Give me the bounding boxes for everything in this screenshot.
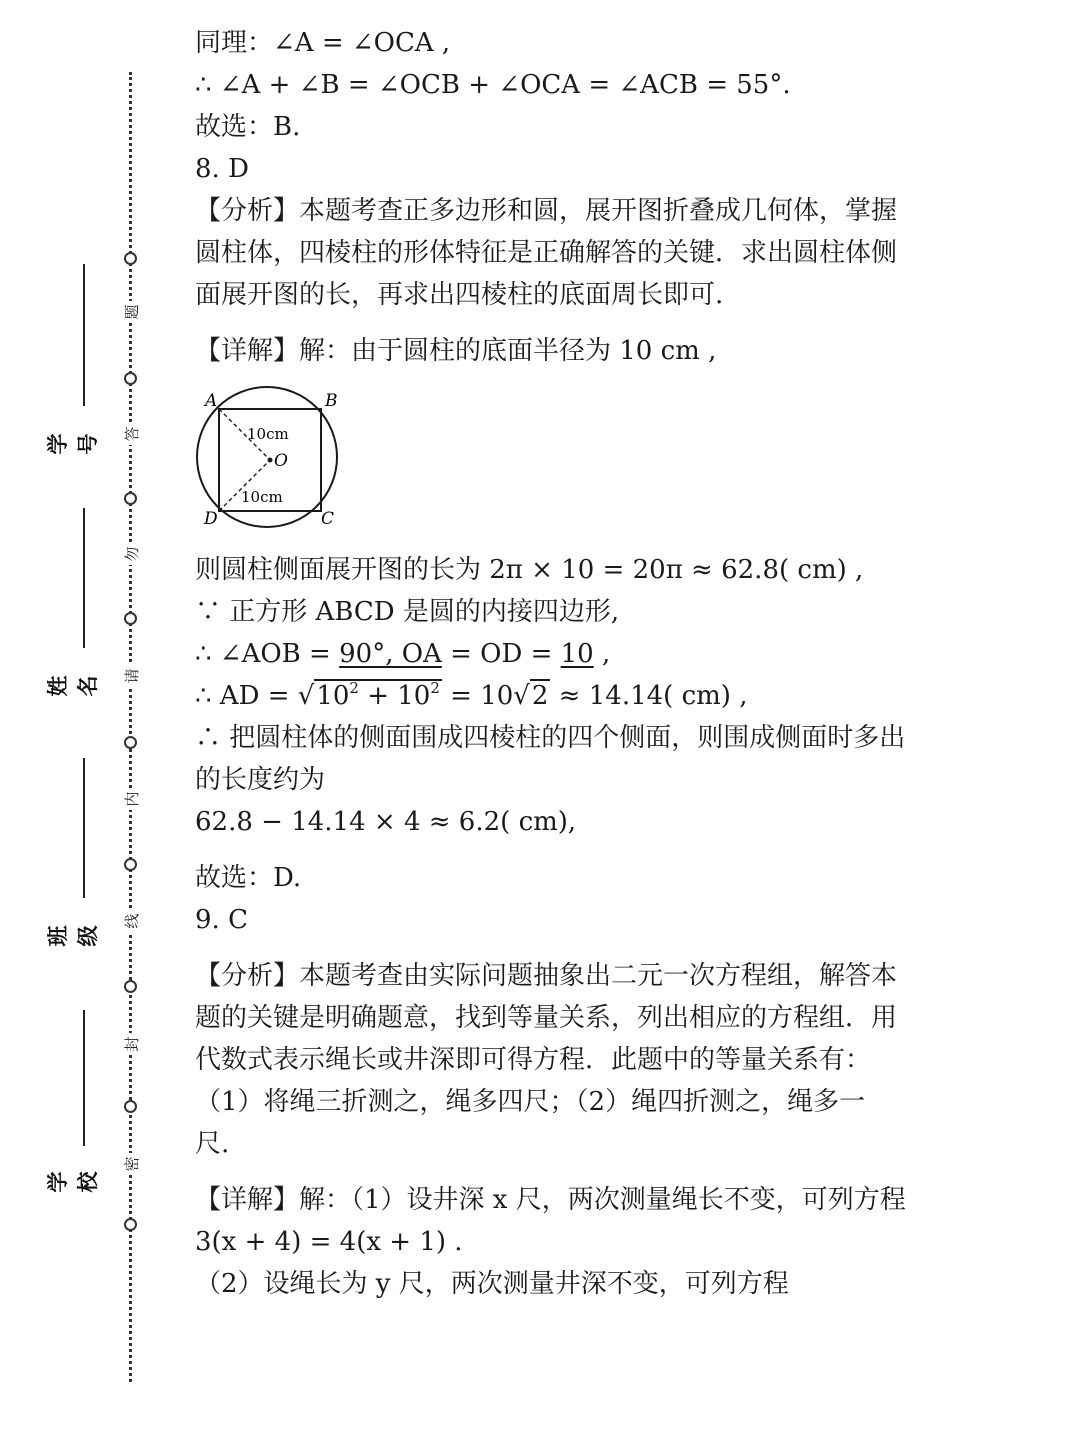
text-line: 则圆柱侧面展开图的长为 2π × 10 = 20π ≈ 62.8( cm) , xyxy=(195,555,864,585)
school-blank-line xyxy=(83,1010,85,1146)
q9-detail-line: 【详解】解：（1）设井深 x 尺，两次测量绳长不变，可列方程 xyxy=(195,1185,906,1215)
text-line: 的长度约为 xyxy=(195,765,326,795)
seal-ring-marker xyxy=(124,858,137,871)
math-line-sqrt xyxy=(195,675,940,717)
vertex-label-d: D xyxy=(204,509,218,528)
seal-ring-marker xyxy=(124,252,137,265)
math-text: = 10√ xyxy=(441,681,530,711)
seal-ring-marker xyxy=(124,372,137,385)
seal-ring-marker xyxy=(124,612,137,625)
q9-analysis-line: 代数式表示绳长或井深即可得方程．此题中的等量关系有： xyxy=(195,1045,872,1075)
binding-margin xyxy=(0,0,190,1440)
name-label: 姓名 xyxy=(46,675,100,697)
q8-detail-line: 【详解】解：由于圆柱的底面半径为 10 cm , xyxy=(195,336,717,366)
text-line: ∵ 正方形 ABCD 是圆的内接四边形, xyxy=(195,597,620,627)
seal-char: 请 xyxy=(123,665,141,687)
answer-content xyxy=(195,22,940,1305)
math-line-angle xyxy=(195,633,940,675)
math-text-underlined: 10 xyxy=(560,639,594,669)
radicand: $10^2 + 10^2$ xyxy=(316,679,440,711)
seal-char: 题 xyxy=(123,301,141,323)
exponent: 2 xyxy=(349,679,359,697)
circle-square-figure xyxy=(195,378,355,528)
math-text: = OD = xyxy=(441,639,561,669)
seal-char: 勿 xyxy=(123,543,141,565)
center-label-o: O xyxy=(274,451,288,471)
class-blank-line xyxy=(83,758,85,898)
text-line: 同理：∠A = ∠OCA , xyxy=(195,28,451,58)
math-text: ∴ ∠AOB = xyxy=(195,639,340,669)
text-line: ∴ ∠A + ∠B = ∠OCB + ∠OCA = ∠ACB = 55°. xyxy=(195,70,791,100)
math-text: ≈ 14.14( cm) , xyxy=(550,681,748,711)
seal-dotted-line xyxy=(129,72,132,1382)
student-id-label: 学号 xyxy=(46,433,100,455)
q9-detail-line: 3(x + 4) = 4(x + 1) . xyxy=(195,1227,463,1257)
center-point xyxy=(268,458,273,463)
text-line: 62.8 − 14.14 × 4 ≈ 6.2( cm), xyxy=(195,807,577,837)
question-8-answer: 8. D xyxy=(195,154,249,184)
vertex-label-c: C xyxy=(321,509,335,528)
school-label: 学校 xyxy=(46,1171,100,1193)
text-line: 故选：D. xyxy=(195,863,302,893)
radius-label-bottom: 10cm xyxy=(241,488,283,506)
math-text: ∴ AD = √ xyxy=(195,681,315,711)
q8-analysis-line: 面展开图的长，再求出四棱柱的底面周长即可. xyxy=(195,280,724,310)
q9-analysis-line: 题的关键是明确题意，找到等量关系，列出相应的方程组．用 xyxy=(195,1003,898,1033)
name-blank-line xyxy=(83,508,85,648)
seal-char: 答 xyxy=(123,423,141,445)
q8-analysis-line: 圆柱体，四棱柱的形体特征是正确解答的关键．求出圆柱体侧 xyxy=(195,238,898,268)
math-text: , xyxy=(593,639,611,669)
q9-analysis-line: 【分析】本题考查由实际问题抽象出二元一次方程组，解答本 xyxy=(195,961,898,991)
text-line: 故选：B. xyxy=(195,112,301,142)
vertex-label-b: B xyxy=(325,391,338,411)
class-label: 班级 xyxy=(46,925,100,947)
q8-analysis-line: 【分析】本题考查正多边形和圆，展开图折叠成几何体，掌握 xyxy=(195,196,898,226)
seal-ring-marker xyxy=(124,1100,137,1113)
seal-ring-marker xyxy=(124,1218,137,1231)
seal-char: 密 xyxy=(123,1153,141,1175)
q9-analysis-line: （1）将绳三折测之，绳多四尺；（2）绳四折测之，绳多一 xyxy=(195,1087,866,1117)
seal-ring-marker xyxy=(124,492,137,505)
q9-detail-line: （2）设绳长为 y 尺，两次测量井深不变，可列方程 xyxy=(195,1269,789,1299)
radius-label-top: 10cm xyxy=(247,425,289,443)
exponent: 2 xyxy=(430,679,440,697)
text-line: ∴ 把圆柱体的侧面围成四棱柱的四个侧面，则围成侧面时多出 xyxy=(195,723,906,753)
seal-char: 封 xyxy=(123,1033,141,1055)
seal-ring-marker xyxy=(124,980,137,993)
seal-char: 线 xyxy=(123,910,141,932)
student-id-blank-line xyxy=(83,264,85,406)
question-9-answer: 9. C xyxy=(195,905,248,935)
q9-analysis-line: 尺. xyxy=(195,1129,230,1159)
vertex-label-a: A xyxy=(205,391,218,411)
seal-ring-marker xyxy=(124,736,137,749)
radicand: 2 xyxy=(531,681,549,711)
seal-char: 内 xyxy=(123,788,141,810)
math-text-underlined: 90°, OA xyxy=(339,639,442,669)
